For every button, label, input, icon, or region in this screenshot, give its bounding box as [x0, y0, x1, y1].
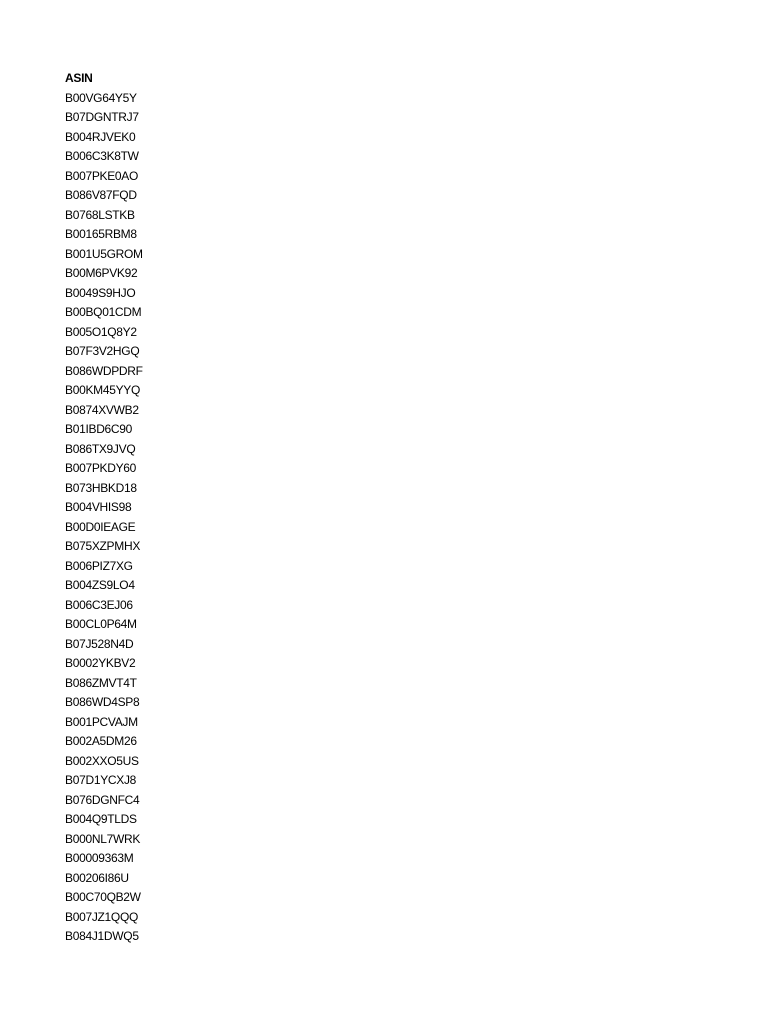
column-header: ASIN	[65, 71, 93, 85]
asin-cell: B00KM45YYQ	[65, 383, 141, 397]
asin-column	[65, 69, 143, 947]
asin-cell: B002A5DM26	[65, 734, 137, 748]
asin-cell: B07D1YCXJ8	[65, 773, 137, 787]
asin-cell: B086TX9JVQ	[65, 441, 136, 456]
asin-cell: B006C3K8TW	[65, 149, 139, 163]
asin-cell: B004VHIS98	[65, 500, 132, 514]
asin-cell: B0049S9HJO	[65, 285, 136, 300]
asin-cell: B007PKE0AO	[65, 168, 139, 183]
asin-cell: B00M6PVK92	[65, 266, 138, 280]
asin-cell: B084J1DWQ5	[65, 929, 139, 943]
asin-cell: B086WDPDRF	[65, 363, 143, 378]
asin-cell: B006C3EJ06	[65, 597, 133, 612]
asin-cell: B086V87FQD	[65, 188, 137, 202]
asin-cell: B005O1Q8Y2	[65, 324, 137, 339]
asin-cell: B00C70QB2W	[65, 890, 141, 904]
asin-cell: B086ZMVT4T	[65, 675, 137, 690]
asin-cell: B073HBKD18	[65, 480, 137, 495]
asin-cell: B00D0IEAGE	[65, 519, 136, 534]
asin-cell: B0768LSTKB	[65, 207, 135, 222]
asin-cell: B004Q9TLDS	[65, 812, 137, 826]
asin-cell: B075XZPMHX	[65, 539, 141, 553]
asin-cell: B004RJVEK0	[65, 129, 136, 144]
asin-cell: B00165RBM8	[65, 227, 137, 241]
asin-cell: B00VG64Y5Y	[65, 90, 137, 105]
asin-cell: B07DGNTRJ7	[65, 110, 139, 124]
asin-cell: B001PCVAJM	[65, 714, 138, 729]
asin-cell: B00206I86U	[65, 870, 129, 885]
asin-cell: B00BQ01CDM	[65, 305, 142, 319]
asin-cell: B001U5GROM	[65, 246, 143, 261]
asin-cell: B076DGNFC4	[65, 792, 140, 807]
asin-list	[65, 89, 143, 947]
asin-cell: B086WD4SP8	[65, 695, 140, 709]
asin-cell: B000NL7WRK	[65, 831, 141, 846]
asin-cell: B0874XVWB2	[65, 402, 139, 417]
asin-cell: B07J528N4D	[65, 636, 134, 651]
asin-cell: B07F3V2HGQ	[65, 344, 140, 358]
asin-cell: B0002YKBV2	[65, 656, 136, 670]
asin-cell: B007JZ1QQQ	[65, 909, 139, 924]
asin-cell: B006PIZ7XG	[65, 558, 133, 573]
asin-cell: B002XXO5US	[65, 753, 139, 768]
asin-cell: B004ZS9LO4	[65, 578, 135, 592]
asin-cell: B00CL0P64M	[65, 617, 137, 631]
asin-cell: B007PKDY60	[65, 461, 137, 475]
asin-cell: B01IBD6C90	[65, 422, 133, 436]
asin-cell: B00009363M	[65, 851, 134, 865]
